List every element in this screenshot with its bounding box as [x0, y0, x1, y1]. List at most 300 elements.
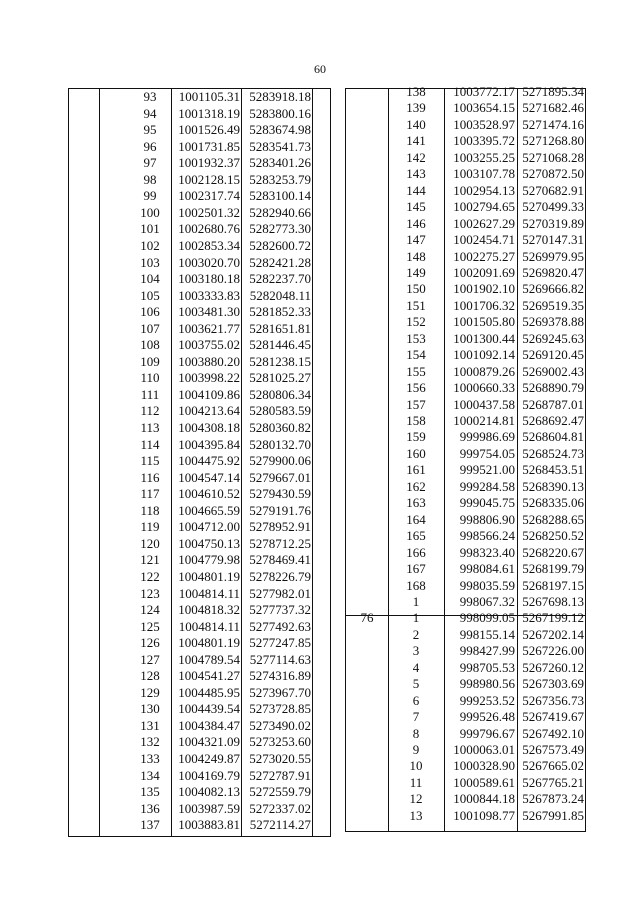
table-row	[69, 271, 330, 287]
y-coordinate-cell: 5283541.73	[249, 138, 311, 154]
y-coordinate-cell: 5283253.79	[249, 171, 311, 187]
y-coordinate-cell: 5282940.66	[249, 204, 311, 220]
x-coordinate-cell: 999521.00	[459, 462, 515, 478]
y-coordinate-cell: 5272114.27	[249, 817, 311, 833]
table-row	[69, 354, 330, 370]
x-coordinate-cell: 1003020.70	[178, 254, 240, 270]
point-number-cell: 130	[140, 701, 160, 717]
x-coordinate-cell: 1003481.30	[178, 304, 240, 320]
x-coordinate-cell: 998427.99	[459, 643, 515, 659]
x-coordinate-cell: 998084.61	[459, 561, 515, 577]
point-number-cell: 112	[140, 403, 160, 419]
y-coordinate-cell: 5283800.16	[249, 105, 311, 121]
x-coordinate-cell: 1003395.72	[453, 133, 515, 149]
table-row	[69, 205, 330, 221]
point-number-cell: 108	[140, 337, 160, 353]
point-number-cell: 134	[140, 767, 160, 783]
point-number-cell: 136	[140, 800, 160, 816]
x-coordinate-cell: 1001526.49	[178, 122, 240, 138]
point-number-cell: 3	[412, 643, 420, 659]
x-coordinate-cell: 1003255.25	[453, 149, 515, 165]
table-row	[346, 528, 585, 544]
point-number-cell: 149	[406, 264, 426, 280]
y-coordinate-cell: 5283100.14	[249, 188, 311, 204]
table-row	[346, 775, 585, 791]
y-coordinate-cell: 5270147.31	[522, 232, 584, 248]
x-coordinate-cell: 1004801.19	[178, 568, 240, 584]
table-row	[69, 337, 330, 353]
y-coordinate-cell: 5281446.45	[249, 337, 311, 353]
point-number-cell: 152	[406, 314, 426, 330]
table-row	[69, 470, 330, 486]
y-coordinate-cell: 5272787.91	[249, 767, 311, 783]
point-number-cell: 8	[412, 725, 420, 741]
point-number-cell: 96	[143, 138, 157, 154]
point-number-cell: 128	[140, 668, 160, 684]
y-coordinate-cell: 5267873.24	[522, 791, 584, 807]
table-row	[346, 232, 585, 248]
table-row	[69, 221, 330, 237]
x-coordinate-cell: 1004665.59	[178, 502, 240, 518]
point-number-cell: 1	[412, 610, 420, 626]
y-coordinate-cell: 5267199.12	[522, 610, 584, 626]
table-row	[346, 610, 585, 626]
point-number-cell: 167	[406, 561, 426, 577]
x-coordinate-cell: 1001731.85	[178, 138, 240, 154]
x-coordinate-cell: 1004814.11	[178, 618, 240, 634]
table-row	[69, 685, 330, 701]
y-coordinate-cell: 5277737.32	[249, 602, 311, 618]
x-coordinate-cell: 1004475.92	[178, 453, 240, 469]
point-number-cell: 142	[406, 149, 426, 165]
x-coordinate-cell: 1004321.09	[178, 734, 240, 750]
y-coordinate-cell: 5273490.02	[249, 717, 311, 733]
y-coordinate-cell: 5267698.13	[522, 593, 584, 609]
table-row	[346, 742, 585, 758]
x-coordinate-cell: 1004082.13	[178, 784, 240, 800]
point-number-cell: 129	[140, 684, 160, 700]
x-coordinate-cell: 999526.48	[459, 709, 515, 725]
point-number-cell: 154	[406, 347, 426, 363]
table-row	[69, 89, 330, 105]
x-coordinate-cell: 999796.67	[459, 725, 515, 741]
x-coordinate-cell: 1001300.44	[453, 330, 515, 346]
y-coordinate-cell: 5267202.14	[522, 626, 584, 642]
x-coordinate-cell: 998566.24	[459, 528, 515, 544]
table-row	[346, 183, 585, 199]
table-row	[69, 155, 330, 171]
page-number: 60	[314, 62, 326, 76]
y-coordinate-cell: 5279667.01	[249, 469, 311, 485]
table-row	[69, 188, 330, 204]
y-coordinate-cell: 5268604.81	[522, 429, 584, 445]
x-coordinate-cell: 1000437.58	[453, 396, 515, 412]
x-coordinate-cell: 1004801.19	[178, 635, 240, 651]
y-coordinate-cell: 5268250.52	[522, 528, 584, 544]
table-row	[69, 172, 330, 188]
x-coordinate-cell: 1001092.14	[453, 347, 515, 363]
x-coordinate-cell: 998806.90	[459, 511, 515, 527]
y-coordinate-cell: 5267573.49	[522, 742, 584, 757]
table-row	[346, 462, 585, 478]
x-coordinate-cell: 1004485.95	[178, 684, 240, 700]
table-row	[346, 100, 585, 116]
y-coordinate-cell: 5279430.59	[249, 486, 311, 502]
y-coordinate-cell: 5280583.59	[249, 403, 311, 419]
table-row	[346, 726, 585, 742]
x-coordinate-cell: 1002454.71	[453, 232, 515, 248]
point-number-cell: 155	[406, 363, 426, 379]
point-number-cell: 139	[406, 100, 426, 116]
y-coordinate-cell: 5273967.70	[249, 684, 311, 700]
table-row	[69, 536, 330, 552]
x-coordinate-cell: 1004541.27	[178, 668, 240, 684]
table-row	[69, 486, 330, 502]
point-number-cell: 147	[406, 232, 426, 248]
y-coordinate-cell: 5282421.28	[249, 254, 311, 270]
point-number-cell: 164	[406, 511, 426, 527]
table-row	[346, 561, 585, 577]
y-coordinate-cell: 5282600.72	[249, 237, 311, 253]
x-coordinate-cell: 1000214.81	[453, 413, 515, 428]
point-number-cell: 10	[409, 758, 423, 774]
table-row	[69, 652, 330, 668]
table-row	[346, 413, 585, 429]
point-number-cell: 2	[412, 626, 420, 642]
y-coordinate-cell: 5268890.79	[522, 380, 584, 396]
table-row	[346, 693, 585, 709]
x-coordinate-cell: 1003528.97	[453, 116, 515, 132]
y-coordinate-cell: 5277114.63	[249, 651, 311, 667]
x-coordinate-cell: 999986.69	[459, 429, 515, 445]
y-coordinate-cell: 5273253.60	[249, 734, 311, 750]
x-coordinate-cell: 1004169.79	[178, 767, 240, 783]
y-coordinate-cell: 5268288.65	[522, 511, 584, 527]
table-row	[346, 216, 585, 232]
y-coordinate-cell: 5277492.63	[249, 618, 311, 634]
y-coordinate-cell: 5267356.73	[522, 692, 584, 708]
y-coordinate-cell: 5280360.82	[249, 420, 311, 435]
point-number-cell: 11	[409, 774, 423, 790]
y-coordinate-cell: 5270499.33	[522, 199, 584, 215]
y-coordinate-cell: 5267765.21	[522, 774, 584, 790]
y-coordinate-cell: 5282773.30	[249, 221, 311, 237]
left-coordinate-table	[68, 88, 331, 837]
x-coordinate-cell: 1003180.18	[178, 271, 240, 287]
y-coordinate-cell: 5281852.33	[249, 304, 311, 320]
y-coordinate-cell: 5268692.47	[522, 413, 584, 428]
table-row	[346, 347, 585, 363]
point-number-cell: 131	[140, 717, 160, 733]
x-coordinate-cell: 998035.59	[459, 577, 515, 593]
point-number-cell: 4	[412, 659, 420, 675]
y-coordinate-cell: 5268524.73	[522, 445, 584, 461]
y-coordinate-cell: 5281025.27	[249, 370, 311, 386]
table-row	[69, 519, 330, 535]
x-coordinate-cell: 1002954.13	[453, 182, 515, 198]
x-coordinate-cell: 1003883.81	[178, 817, 240, 833]
point-number-cell: 126	[140, 635, 160, 651]
x-coordinate-cell: 999045.75	[459, 495, 515, 511]
table-row	[346, 281, 585, 297]
point-number-cell: 121	[140, 552, 160, 568]
point-number-cell: 119	[140, 519, 160, 535]
point-number-cell: 94	[143, 105, 157, 121]
y-coordinate-cell: 5278952.91	[249, 519, 311, 535]
table-row	[346, 495, 585, 511]
y-coordinate-cell: 5268335.06	[522, 495, 584, 511]
x-coordinate-cell: 1001932.37	[178, 155, 240, 171]
table-row	[69, 801, 330, 817]
point-number-cell: 104	[140, 271, 160, 287]
y-coordinate-cell: 5271068.28	[522, 149, 584, 165]
point-number-cell: 140	[406, 116, 426, 132]
x-coordinate-cell: 1004818.32	[178, 602, 240, 618]
point-number-cell: 156	[406, 380, 426, 396]
point-number-cell: 133	[140, 751, 160, 766]
table-row	[69, 139, 330, 155]
y-coordinate-cell: 5278469.41	[249, 552, 311, 568]
table-row	[346, 150, 585, 166]
y-coordinate-cell: 5267665.02	[522, 758, 584, 774]
point-number-cell: 158	[406, 413, 426, 428]
point-number-cell: 120	[140, 535, 160, 551]
point-number-cell: 168	[406, 577, 426, 593]
point-number-cell: 99	[143, 188, 157, 204]
y-coordinate-cell: 5269120.45	[522, 347, 584, 363]
x-coordinate-cell: 1004395.84	[178, 436, 240, 452]
point-number-cell: 5	[412, 676, 420, 692]
table-row	[69, 569, 330, 585]
x-coordinate-cell: 1001902.10	[453, 281, 515, 297]
y-coordinate-cell: 5267419.67	[522, 709, 584, 725]
point-number-cell: 6	[412, 692, 420, 708]
x-coordinate-cell: 1001318.19	[178, 105, 240, 121]
y-coordinate-cell: 5270319.89	[522, 215, 584, 231]
table-row	[69, 403, 330, 419]
table-row	[346, 446, 585, 462]
point-number-cell: 146	[406, 215, 426, 231]
x-coordinate-cell: 999284.58	[459, 478, 515, 494]
point-number-cell: 123	[140, 585, 160, 601]
point-number-cell: 143	[406, 166, 426, 182]
x-coordinate-cell: 1000589.61	[453, 774, 515, 790]
y-coordinate-cell: 5269820.47	[522, 264, 584, 280]
table-row	[69, 751, 330, 767]
group-cell: 76	[360, 610, 374, 626]
x-coordinate-cell: 999754.05	[459, 445, 515, 461]
x-coordinate-cell: 1004779.98	[178, 552, 240, 568]
point-number-cell: 127	[140, 651, 160, 667]
table-row	[346, 578, 585, 594]
table-row	[346, 791, 585, 807]
y-coordinate-cell: 5282048.11	[249, 287, 311, 303]
x-coordinate-cell: 998155.14	[459, 626, 515, 642]
point-number-cell: 144	[406, 182, 426, 198]
y-coordinate-cell: 5269519.35	[522, 297, 584, 313]
y-coordinate-cell: 5267226.00	[522, 643, 584, 659]
table-row	[69, 668, 330, 684]
table-row	[346, 594, 585, 610]
table-row	[69, 288, 330, 304]
table-row	[346, 758, 585, 774]
y-coordinate-cell: 5270682.91	[522, 182, 584, 198]
point-number-cell: 145	[406, 199, 426, 215]
point-number-cell: 1	[412, 593, 420, 609]
table-row	[69, 304, 330, 320]
x-coordinate-cell: 1002128.15	[178, 171, 240, 187]
point-number-cell: 105	[140, 287, 160, 303]
point-number-cell: 163	[406, 495, 426, 511]
x-coordinate-cell: 1003333.83	[178, 287, 240, 303]
table-row	[69, 619, 330, 635]
y-coordinate-cell: 5268390.13	[522, 478, 584, 494]
x-coordinate-cell: 1003987.59	[178, 800, 240, 816]
y-coordinate-cell: 5269002.43	[522, 363, 584, 379]
point-number-cell: 124	[140, 602, 160, 618]
x-coordinate-cell: 1000660.33	[453, 380, 515, 396]
point-number-cell: 132	[140, 734, 160, 750]
x-coordinate-cell: 1003998.22	[178, 370, 240, 386]
y-coordinate-cell: 5279191.76	[249, 502, 311, 518]
table-row	[346, 199, 585, 215]
point-number-cell: 165	[406, 528, 426, 544]
point-number-cell: 12	[409, 791, 423, 807]
point-number-cell: 153	[406, 330, 426, 346]
y-coordinate-cell: 5273020.55	[249, 751, 311, 766]
table-row	[69, 718, 330, 734]
point-number-cell: 117	[140, 486, 160, 502]
x-coordinate-cell: 1000879.26	[453, 363, 515, 379]
x-coordinate-cell: 1000063.01	[453, 742, 515, 757]
table-row	[69, 734, 330, 750]
table-row	[346, 314, 585, 330]
table-row	[69, 437, 330, 453]
point-number-cell: 141	[406, 133, 426, 149]
y-coordinate-cell: 5273728.85	[249, 701, 311, 717]
point-number-cell: 110	[140, 370, 160, 386]
y-coordinate-cell: 5283674.98	[249, 122, 311, 138]
y-coordinate-cell: 5283401.26	[249, 155, 311, 171]
x-coordinate-cell: 1004308.18	[178, 420, 240, 435]
table-row	[346, 249, 585, 265]
point-number-cell: 101	[140, 221, 160, 237]
point-number-cell: 166	[406, 544, 426, 560]
point-number-cell: 93	[143, 89, 157, 104]
table-row	[346, 265, 585, 281]
y-coordinate-cell: 5282237.70	[249, 271, 311, 287]
x-coordinate-cell: 1000328.90	[453, 758, 515, 774]
point-number-cell: 106	[140, 304, 160, 320]
table-row	[69, 701, 330, 717]
x-coordinate-cell: 1002794.65	[453, 199, 515, 215]
x-coordinate-cell: 1004439.54	[178, 701, 240, 717]
table-row	[69, 453, 330, 469]
y-coordinate-cell: 5280132.70	[249, 436, 311, 452]
point-number-cell: 159	[406, 429, 426, 445]
y-coordinate-cell: 5268453.51	[522, 462, 584, 478]
x-coordinate-cell: 1004712.00	[178, 519, 240, 535]
y-coordinate-cell: 5277247.85	[249, 635, 311, 651]
table-row	[346, 627, 585, 643]
x-coordinate-cell: 1003880.20	[178, 353, 240, 369]
table-row	[69, 602, 330, 618]
point-number-cell: 162	[406, 478, 426, 494]
point-number-cell: 160	[406, 445, 426, 461]
x-coordinate-cell: 1001505.80	[453, 314, 515, 330]
x-coordinate-cell: 999253.52	[459, 692, 515, 708]
x-coordinate-cell: 1002275.27	[453, 248, 515, 264]
x-coordinate-cell: 1002680.76	[178, 221, 240, 237]
table-row	[69, 784, 330, 800]
y-coordinate-cell: 5280806.34	[249, 386, 311, 402]
point-number-cell: 107	[140, 320, 160, 336]
y-coordinate-cell: 5271268.80	[522, 133, 584, 149]
x-coordinate-cell: 1000844.18	[453, 791, 515, 807]
x-coordinate-cell: 998323.40	[459, 544, 515, 560]
table-row	[346, 512, 585, 528]
x-coordinate-cell: 998705.53	[459, 659, 515, 675]
x-coordinate-cell: 1004547.14	[178, 469, 240, 485]
table-row	[346, 808, 585, 824]
y-coordinate-cell: 5267492.10	[522, 725, 584, 741]
point-number-cell: 150	[406, 281, 426, 297]
x-coordinate-cell: 1002501.32	[178, 204, 240, 220]
y-coordinate-cell: 5267991.85	[522, 807, 584, 823]
x-coordinate-cell: 1003621.77	[178, 320, 240, 336]
x-coordinate-cell: 1004750.13	[178, 535, 240, 551]
table-row	[346, 166, 585, 182]
point-number-cell: 138	[406, 84, 426, 99]
table-row	[69, 387, 330, 403]
table-row	[346, 660, 585, 676]
y-coordinate-cell: 5274316.89	[249, 668, 311, 684]
x-coordinate-cell: 1004109.86	[178, 386, 240, 402]
table-row	[346, 397, 585, 413]
y-coordinate-cell: 5268199.79	[522, 561, 584, 577]
point-number-cell: 135	[140, 784, 160, 800]
table-row	[346, 117, 585, 133]
x-coordinate-cell: 1004610.52	[178, 486, 240, 502]
table-row	[346, 331, 585, 347]
x-coordinate-cell: 1001098.77	[453, 807, 515, 823]
table-row	[69, 552, 330, 568]
point-number-cell: 109	[140, 353, 160, 369]
y-coordinate-cell: 5277982.01	[249, 585, 311, 601]
point-number-cell: 103	[140, 254, 160, 270]
point-number-cell: 113	[140, 420, 160, 435]
table-row	[346, 429, 585, 445]
y-coordinate-cell: 5271895.34	[522, 84, 584, 99]
point-number-cell: 137	[140, 817, 160, 833]
x-coordinate-cell: 1002317.74	[178, 188, 240, 204]
x-coordinate-cell: 1004213.64	[178, 403, 240, 419]
table-row	[346, 133, 585, 149]
y-coordinate-cell: 5271682.46	[522, 100, 584, 116]
table-row	[69, 817, 330, 833]
y-coordinate-cell: 5270872.50	[522, 166, 584, 182]
y-coordinate-cell: 5272559.79	[249, 784, 311, 800]
y-coordinate-cell: 5267303.69	[522, 676, 584, 692]
point-number-cell: 114	[140, 436, 160, 452]
table-row	[346, 545, 585, 561]
y-coordinate-cell: 5281238.15	[249, 353, 311, 369]
x-coordinate-cell: 1004789.54	[178, 651, 240, 667]
table-row	[69, 122, 330, 138]
y-coordinate-cell: 5278226.79	[249, 568, 311, 584]
table-row	[346, 643, 585, 659]
point-number-cell: 111	[140, 386, 160, 402]
